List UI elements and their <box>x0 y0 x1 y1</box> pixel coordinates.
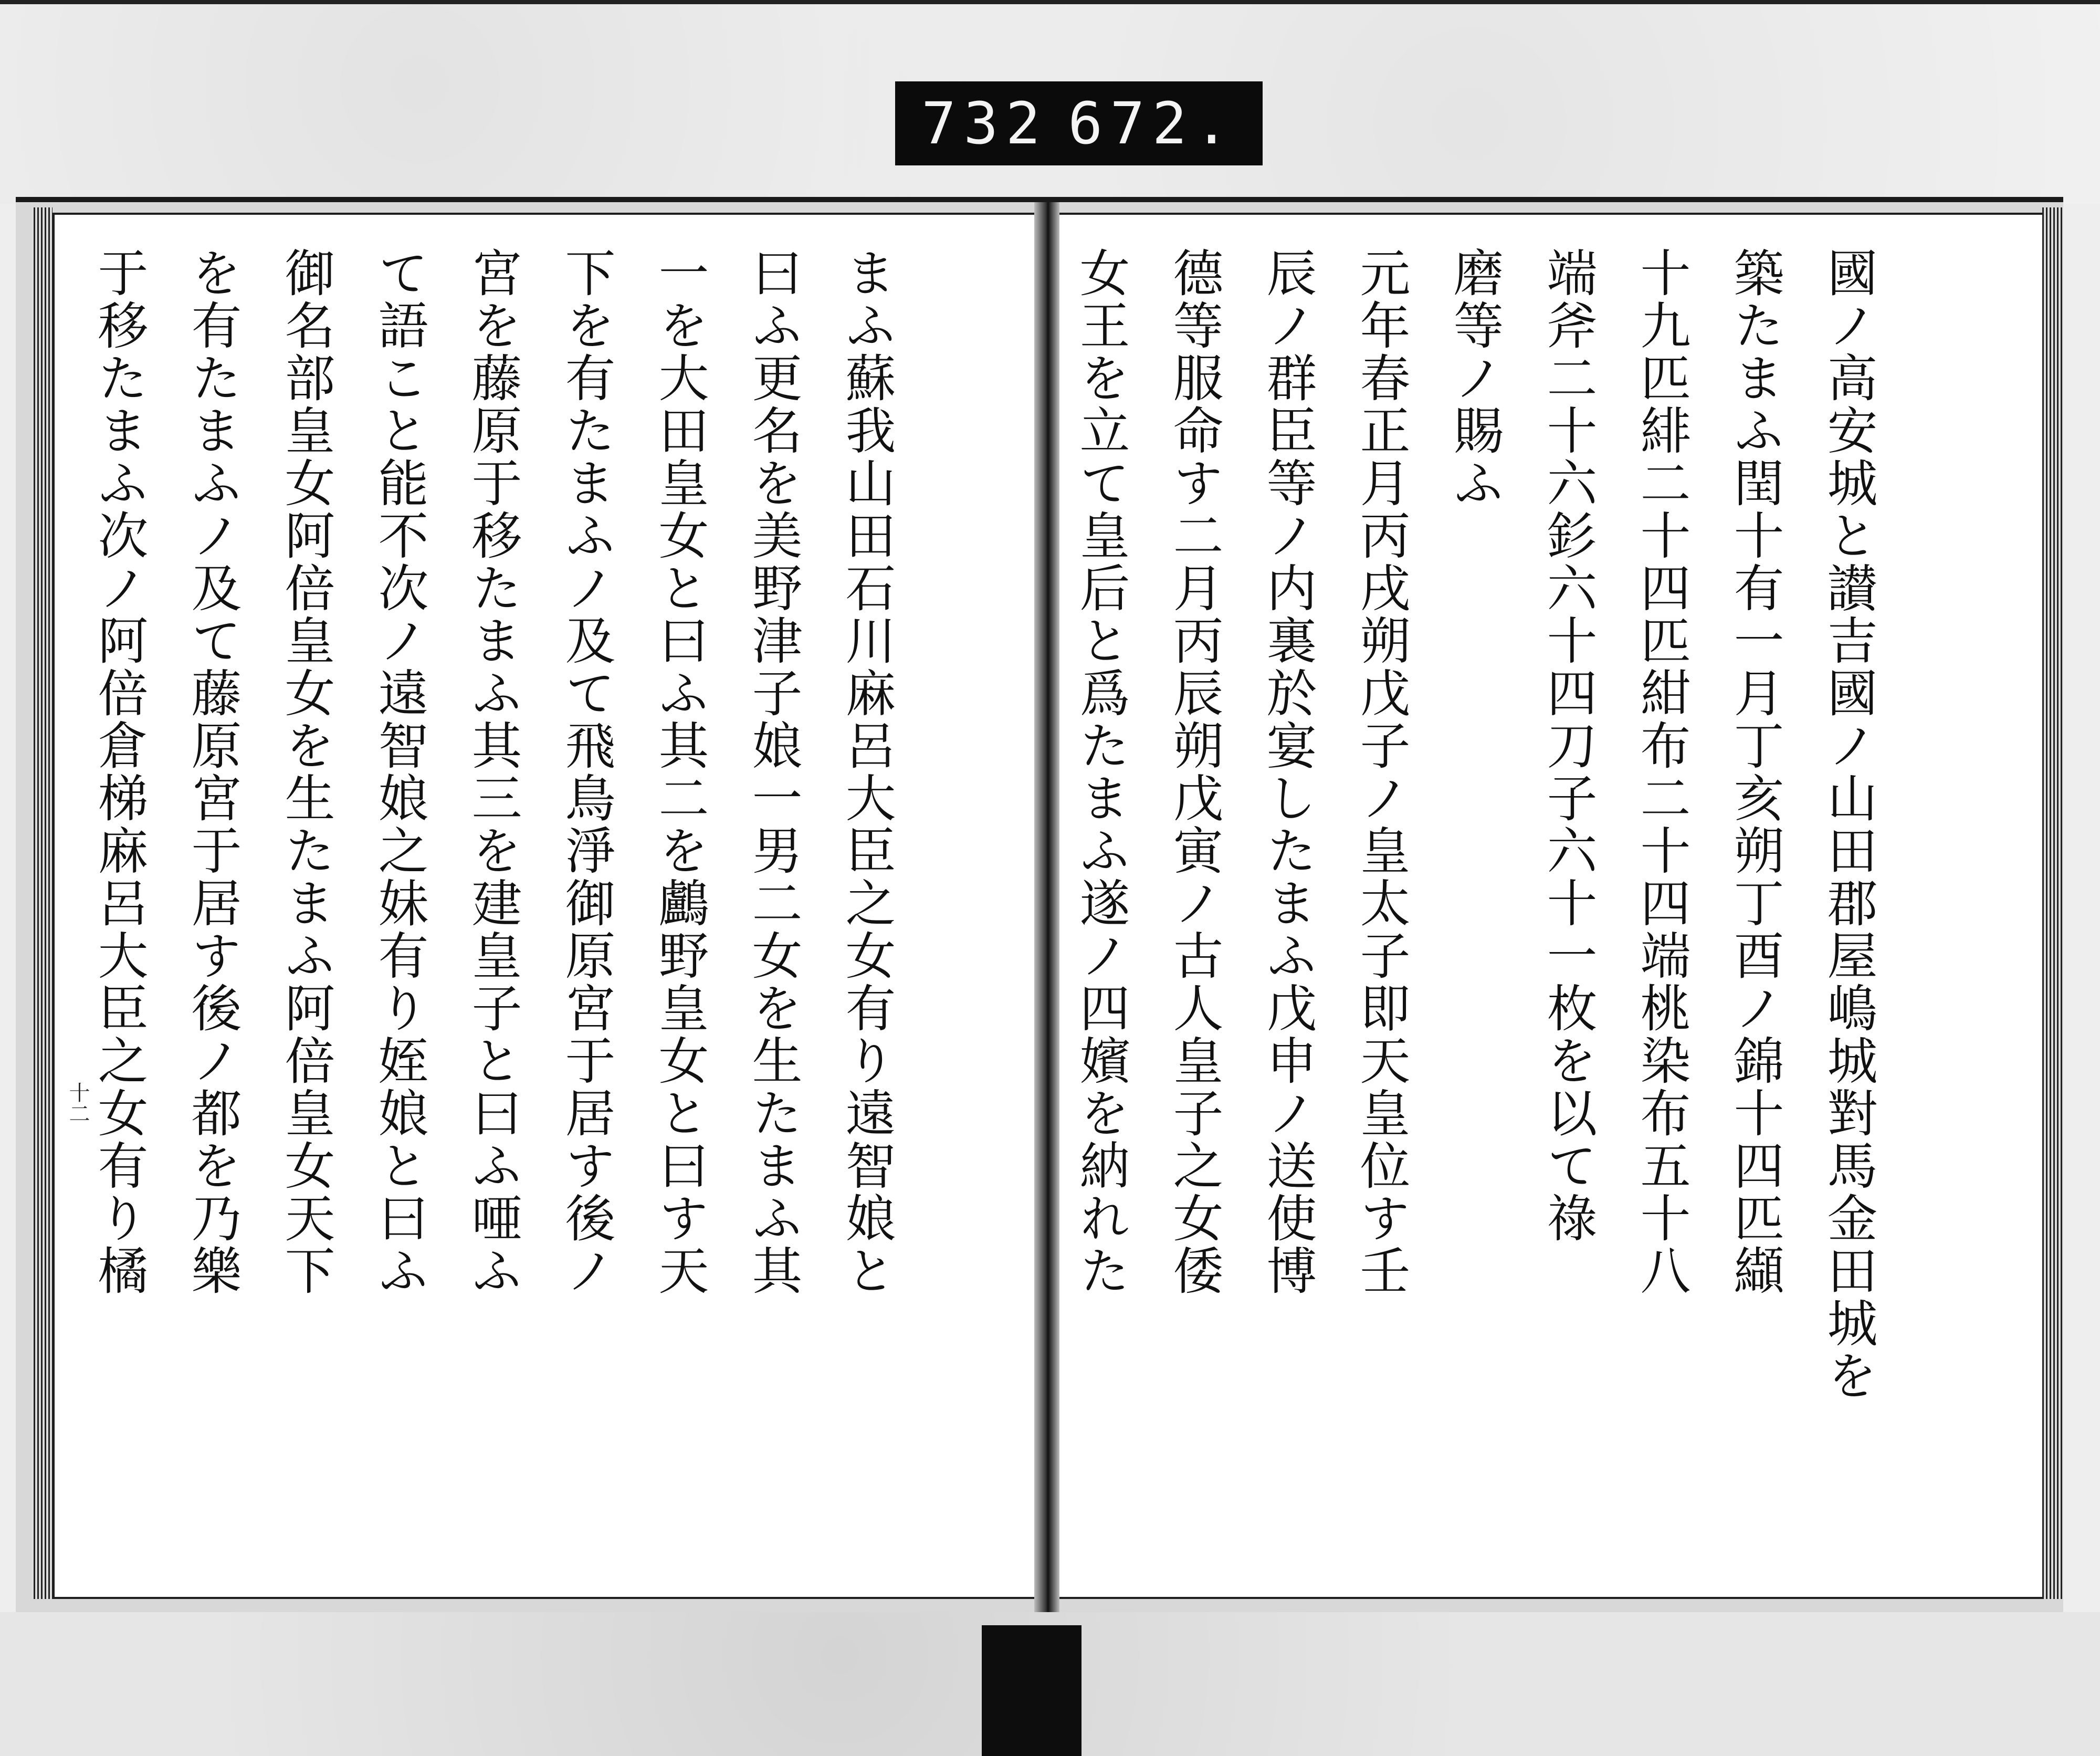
text-column: 下を有たまふノ及て飛鳥淨御原宮于居す後ノ <box>557 247 616 1297</box>
text-column: 御名部皇女阿倍皇女を生たまふ阿倍皇女天下 <box>277 247 335 1297</box>
binding-block <box>982 1625 1082 1756</box>
page-number: 十二 <box>66 1082 90 1124</box>
text-column: 女王を立て皇后と爲たまふ遂ノ四嬪を納れた <box>1072 247 1130 1297</box>
page-edges-right <box>2042 207 2063 1599</box>
text-column: 宮を藤原于移たまふ其三を建皇子と曰ふ唖ふ <box>464 247 522 1297</box>
text-column: を有たまふノ及て藤原宮于居す後ノ都を乃樂 <box>183 247 242 1297</box>
text-column: 築たまふ閏十有一月丁亥朔丁酉ノ錦十四匹纈 <box>1726 247 1784 1297</box>
text-column: 德等服命す二月丙辰朔戊寅ノ古人皇子之女倭 <box>1165 247 1224 1297</box>
catalog-number-left: 732 <box>921 90 1048 157</box>
text-column: まふ蘇我山田石川麻呂大臣之女有り遠智娘と <box>837 247 896 1297</box>
text-column: 元年春正月丙戌朔戊子ノ皇太子即天皇位す壬 <box>1352 247 1411 1297</box>
catalog-label <box>895 81 1263 165</box>
text-column: 端斧二十六釤六十四刀子六十一枚を以て祿 <box>1539 247 1598 1245</box>
page-edges-left <box>32 207 52 1599</box>
left-page-text <box>90 247 914 1350</box>
text-column: 于移たまふ次ノ阿倍倉梯麻呂大臣之女有り橘 <box>90 247 149 1297</box>
text-column: 曰ふ更名を美野津子娘一男二女を生たまふ其 <box>744 247 803 1297</box>
text-column: 十九匹緋二十四匹紺布二十四端桃染布五十八 <box>1632 247 1691 1297</box>
text-column: 一を大田皇女と曰ふ其二を鸕野皇女と曰す天 <box>650 247 709 1297</box>
right-page-text <box>1072 247 1895 1402</box>
text-column: 辰ノ群臣等ノ内裏於宴したまふ戊申ノ送使博 <box>1258 247 1317 1297</box>
text-column: 國ノ高安城と讃吉國ノ山田郡屋嶋城對馬金田城を <box>1819 247 1878 1402</box>
text-column: 磨等ノ賜ふ <box>1445 247 1504 509</box>
catalog-number-right: 672. <box>1068 90 1236 157</box>
text-column: て語こと能不次ノ遠智娘之妹有り姪娘と曰ふ <box>370 247 429 1297</box>
top-border <box>0 0 2100 4</box>
